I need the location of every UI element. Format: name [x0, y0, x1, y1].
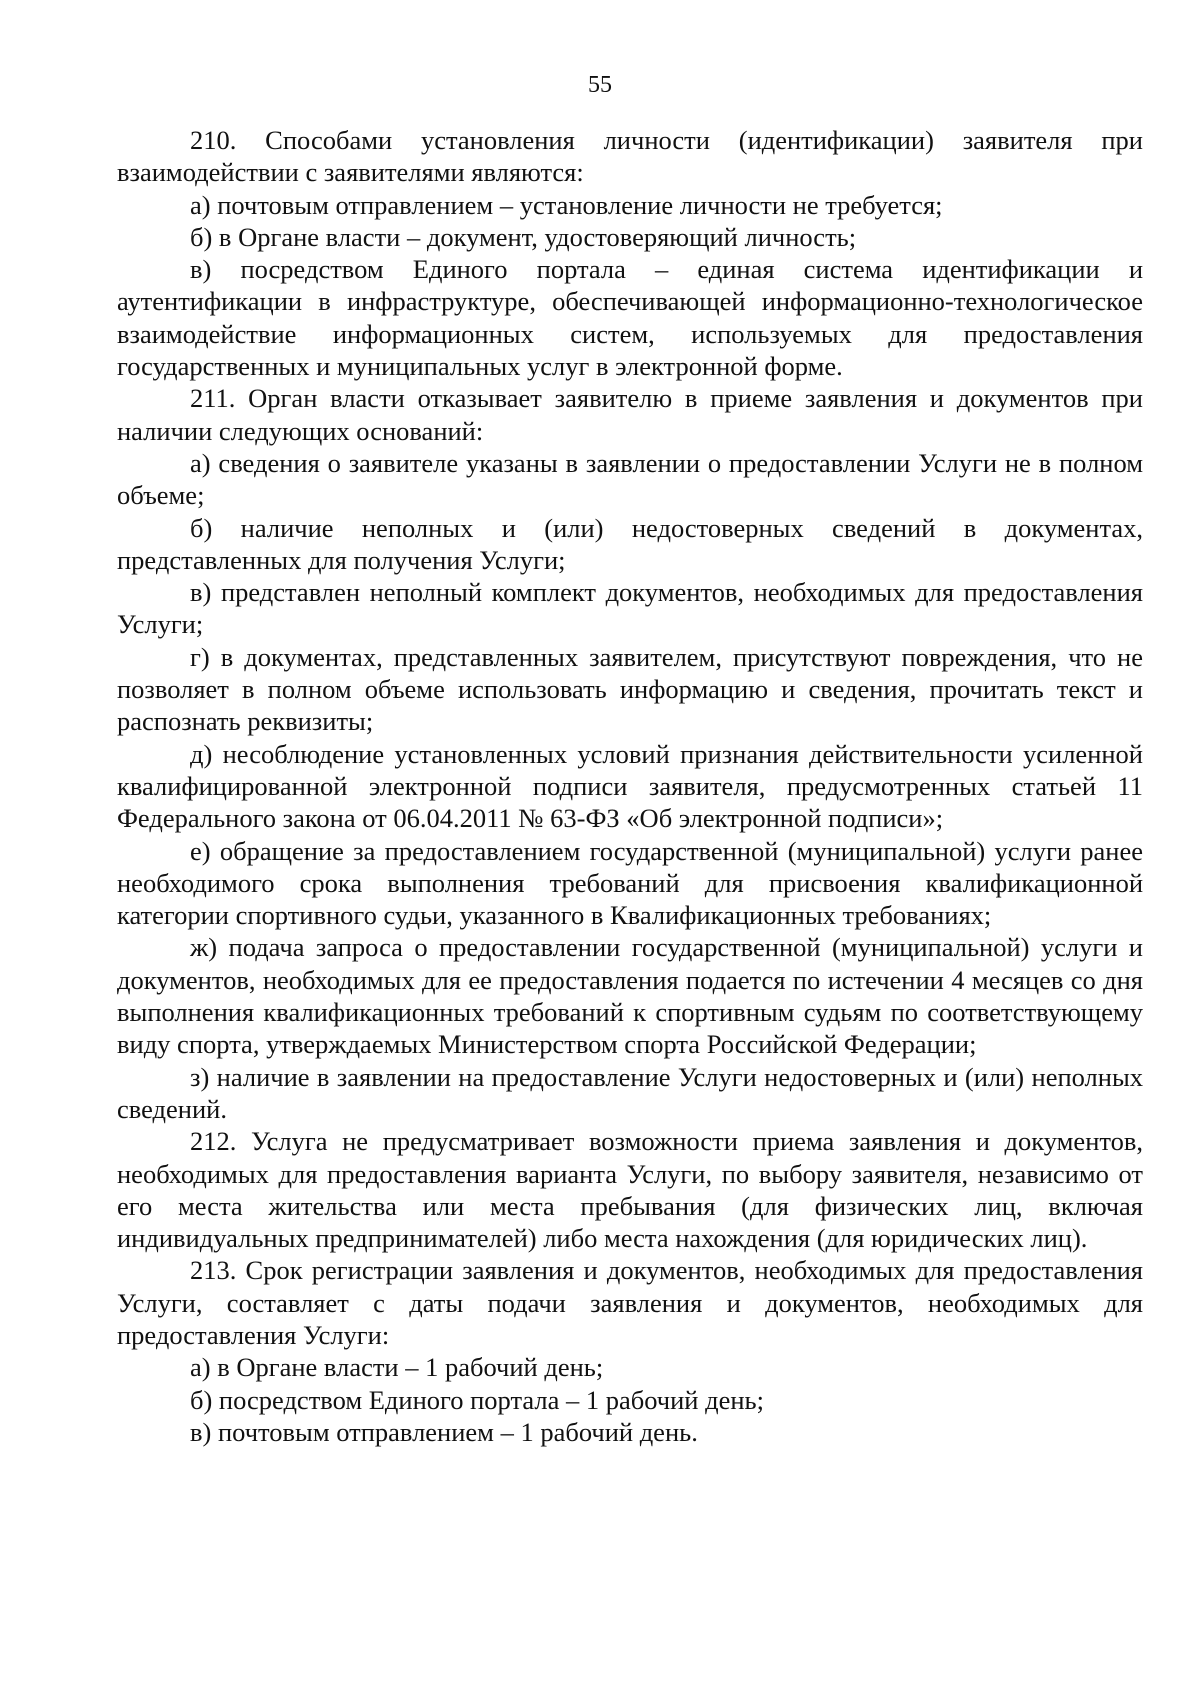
paragraph-210: 210. Способами установления личности (идентификации) заявителя при взаимодействии с заявителями являются: [117, 125, 1143, 188]
paragraph-213: 213. Срок регистрации заявления и документов, необходимых для предоставления Услуги, составляет с даты подачи заявления и документов, необходимых для предоставления Услуги: [117, 1255, 1143, 1350]
paragraph-211-d: д) несоблюдение установленных условий признания действительности усиленной квалифицированной электронной подписи заявителя, предусмотренных статьей 11 Федерального закона от 06.04.2011 № 63-ФЗ «Об электронной подписи»; [117, 738, 1143, 834]
paragraph-211: 211. Орган власти отказывает заявителю в приеме заявления и документов при наличии следующих оснований: [117, 383, 1143, 446]
paragraph-213-v: в) почтовым отправлением – 1 рабочий день. [190, 1416, 698, 1447]
paragraph-212: 212. Услуга не предусматривает возможности приема заявления и документов, необходимых для предоставления варианта Услуги, по выбору заявителя, независимо от его места жительства или места пребывания (для физических лиц, включая индивидуальных предпринимателей) либо места нахождения (для юридических лиц). [117, 1126, 1143, 1254]
paragraph-210-v: в) посредством Единого портала – единая система идентификации и аутентификации в инфраструктуре, обеспечивающей информационно-технологическое взаимодействие информационных систем, используемых для предоставления государственных и муниципальных услуг в электронной форме. [117, 254, 1143, 382]
paragraph-211-zh: ж) подача запроса о предоставлении государственной (муниципальной) услуги и документов, необходимых для ее предоставления подается по истечении 4 месяцев со дня выполнения квалификационных требований к спортивным судьям по соответствующему виду спорта, утверждаемых Министерством спорта Российской Федерации; [117, 932, 1143, 1060]
paragraph-213-b: б) посредством Единого портала – 1 рабочий день; [190, 1384, 764, 1415]
paragraph-211-e: е) обращение за предоставлением государственной (муниципальной) услуги ранее необходимого срока выполнения требований для присвоения квалификационной категории спортивного судьи, указанного в Квалификационных требованиях; [117, 835, 1143, 931]
paragraph-213-a: а) в Органе власти – 1 рабочий день; [190, 1352, 604, 1383]
paragraph-210-a: а) почтовым отправлением – установление личности не требуется; [190, 189, 943, 220]
document-body [117, 124, 1143, 1448]
paragraph-211-v: в) представлен неполный комплект документов, необходимых для предоставления Услуги; [117, 577, 1143, 640]
paragraph-211-b: б) наличие неполных и (или) недостоверных сведений в документах, представленных для получения Услуги; [117, 512, 1143, 575]
paragraph-210-b: б) в Органе власти – документ, удостоверяющий личность; [190, 221, 857, 252]
paragraph-211-a: а) сведения о заявителе указаны в заявлении о предоставлении Услуги не в полном объеме; [117, 447, 1143, 511]
paragraph-211-g: г) в документах, представленных заявителем, присутствуют повреждения, что не позволяет в полном объеме использовать информацию и сведения, прочитать текст и распознать реквизиты; [117, 641, 1143, 737]
page-number: 55 [588, 72, 612, 98]
paragraph-211-z: з) наличие в заявлении на предоставление Услуги недостоверных и (или) неполных сведений. [117, 1061, 1143, 1124]
